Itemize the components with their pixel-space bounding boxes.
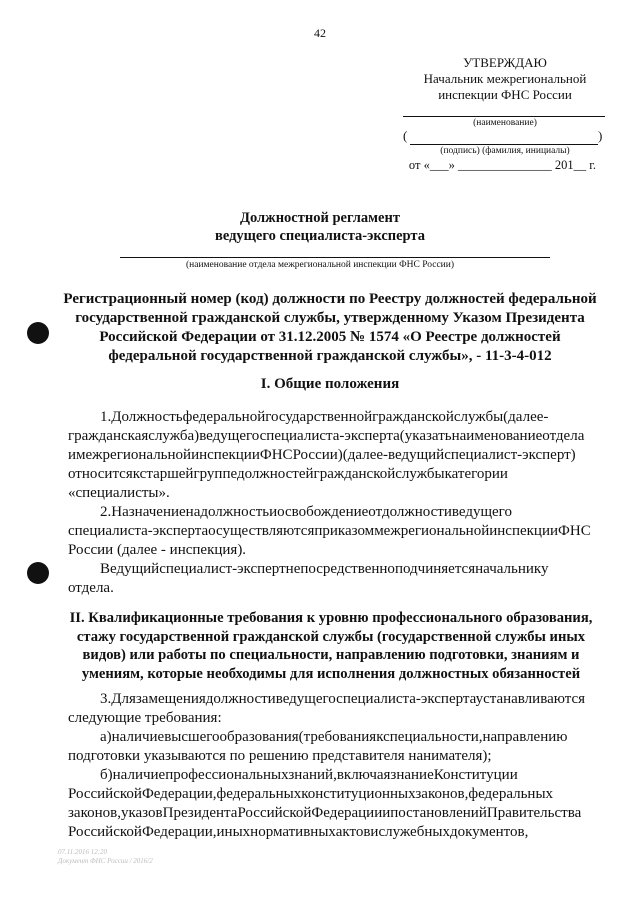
word: Федерации <box>311 805 383 821</box>
word: специалист-эксперт <box>159 561 286 577</box>
footer-line: Документ ФНС России / 2016/2 <box>58 857 153 865</box>
text-line <box>68 446 606 465</box>
approval-signature-caption: (подпись) (фамилия, инициалы) <box>440 146 570 156</box>
section1-paragraph-2 <box>68 503 606 560</box>
doc-title-line2: ведущего специалиста-эксперта <box>215 228 425 244</box>
dept-caption: (наименование отдела межрегиональной инспекции ФНС России) <box>185 260 455 270</box>
word: Должность <box>111 409 183 425</box>
word: устанавливаются <box>475 691 586 707</box>
section1-title: I. Общие положения <box>260 376 400 392</box>
word: а) <box>100 729 112 745</box>
word: Российской <box>237 805 312 821</box>
section2-paragraph-3 <box>68 690 606 728</box>
text-line <box>68 408 606 427</box>
section2-title-line: стажу государственной гражданской службы (государственной службы иных <box>76 628 586 645</box>
text-line: следующие требования: <box>68 710 222 726</box>
registration-line: Регистрационный номер (код) должности по Реестру должностей федеральной <box>63 291 597 307</box>
section1-paragraph-3 <box>68 560 606 598</box>
word: Конституции <box>433 767 518 783</box>
word: нормативных <box>250 824 336 840</box>
word: Назначение <box>111 504 186 520</box>
word: высшего <box>164 729 220 745</box>
text-line: России (далее - инспекция). <box>68 542 247 558</box>
word: специалиста-эксперта <box>336 691 476 707</box>
section2-title <box>60 609 602 683</box>
word: подчиняется <box>394 561 476 577</box>
word: категории <box>444 466 508 482</box>
word: Президента <box>162 805 238 821</box>
word: служебных <box>378 824 450 840</box>
word: к <box>132 466 140 482</box>
page-number: 42 <box>314 26 326 40</box>
text-line <box>68 560 606 579</box>
word: - <box>383 447 389 463</box>
word: 3. <box>100 691 112 707</box>
word: должности <box>205 691 276 707</box>
word: указов <box>120 805 163 821</box>
word: ведущего <box>275 691 337 707</box>
word: Федерации, <box>141 824 217 840</box>
section1-paragraph-1 <box>68 408 606 503</box>
approval-position-line2: инспекции ФНС России <box>438 87 572 102</box>
approval-block <box>400 55 610 103</box>
word: освобождение <box>277 504 369 520</box>
word: наличие <box>111 729 165 745</box>
word: знание <box>390 767 434 783</box>
word: специалист-эксперт) <box>444 447 576 463</box>
word: (требования <box>298 729 377 745</box>
word: Российской <box>68 824 142 840</box>
word: службы <box>395 466 445 482</box>
text-line <box>68 690 606 709</box>
paren-open: ( <box>403 128 408 143</box>
word: осуществляются <box>208 523 315 539</box>
word: образования <box>219 729 299 745</box>
word: иных <box>216 824 251 840</box>
section2-title-line: II. Квалификационные требования к уровню профессионального образования, <box>69 610 593 626</box>
word: должность <box>200 504 270 520</box>
text-line: «специалисты». <box>68 485 170 501</box>
punch-hole <box>27 562 49 584</box>
registration-line: государственной гражданской службы, утвержденному Указом Президента <box>75 310 585 326</box>
word: федеральных <box>216 786 302 802</box>
word: приказом <box>314 523 375 539</box>
word: ведущего <box>199 428 260 444</box>
word: наименование <box>451 428 543 444</box>
word: межрегиональной <box>374 523 490 539</box>
registration-block <box>60 290 600 366</box>
word: наличие <box>112 767 166 783</box>
word: документов, <box>449 824 529 840</box>
word: отдела <box>542 428 585 444</box>
word: (далее <box>503 409 544 425</box>
text-line <box>68 522 606 541</box>
registration-line: федеральной государственной гражданской службы», - 11-3-4-012 <box>108 348 552 364</box>
word: инспекции <box>489 523 559 539</box>
word: инспекции <box>191 447 260 463</box>
word: конституционных <box>301 786 416 802</box>
word: должности <box>381 504 452 520</box>
word: Правительства <box>486 805 582 821</box>
word: ФНС <box>558 523 591 539</box>
text-line: подготовки указываются по решению представителя нанимателя); <box>68 748 492 764</box>
punch-hole <box>27 322 49 344</box>
word: службы <box>453 409 504 425</box>
word: гражданской <box>372 409 454 425</box>
word: относится <box>68 466 133 482</box>
word: специальности, <box>383 729 483 745</box>
word: замещения <box>135 691 206 707</box>
section2-title-line: умениям, которые необходимы для исполнения должностных обязанностей <box>81 665 581 682</box>
word: федеральной <box>182 409 266 425</box>
word: Российской <box>68 786 142 802</box>
approval-name-line <box>403 116 605 117</box>
word: законов, <box>415 786 469 802</box>
word: законов, <box>68 805 121 821</box>
word: специалиста-эксперта <box>259 428 400 444</box>
word: непосредственно <box>285 561 395 577</box>
word: ведущий <box>388 447 445 463</box>
text-line <box>68 785 606 804</box>
word: (далее <box>342 447 384 463</box>
word: б) <box>100 767 113 783</box>
word: (указать <box>399 428 452 444</box>
word: гражданской <box>313 466 396 482</box>
word: и <box>370 824 379 840</box>
word: ведущего <box>451 504 512 520</box>
word: включая <box>336 767 391 783</box>
footer-line: 07.11.2016 12:20 <box>58 848 108 856</box>
word: 2. <box>100 504 112 520</box>
word: - <box>543 409 549 425</box>
word: направлению <box>482 729 568 745</box>
word: служба) <box>148 428 200 444</box>
word: и <box>382 805 391 821</box>
word: Для <box>111 691 136 707</box>
word: начальнику <box>475 561 549 577</box>
text-line <box>68 804 606 823</box>
word: государственной <box>265 409 373 425</box>
section2-title-line: видов) или работы по специальности, направлению подготовки, знаниям и <box>82 647 580 664</box>
word: Федерации, <box>141 786 217 802</box>
approval-date-line: от «___» _______________ 201__ г. <box>408 158 597 172</box>
text-line <box>68 823 606 842</box>
word: специалиста-эксперта <box>68 523 209 539</box>
footer-stamp <box>58 848 153 866</box>
word: профессиональных <box>165 767 289 783</box>
paren-close: ) <box>598 128 603 143</box>
text-line <box>68 427 606 446</box>
word: актов <box>335 824 371 840</box>
text-line <box>68 766 606 785</box>
word: и <box>269 504 278 520</box>
text-line <box>68 465 606 484</box>
word: и <box>68 447 77 463</box>
approval-name-caption: (наименование) <box>473 118 537 128</box>
section2-item-a <box>68 728 606 766</box>
word: 1. <box>100 409 112 425</box>
dept-line <box>120 257 550 258</box>
registration-line: Российской Федерации от 31.12.2005 № 1574 «О Реестре должностей <box>99 329 561 345</box>
approval-title: УТВЕРЖДАЮ <box>463 55 547 70</box>
word: знаний, <box>288 767 337 783</box>
word: к <box>376 729 384 745</box>
word: федеральных <box>468 786 554 802</box>
word: группе <box>193 466 237 482</box>
word: должностей <box>236 466 314 482</box>
section2-item-b <box>68 766 606 842</box>
approval-position-line1: Начальник межрегиональной <box>423 71 587 86</box>
word: гражданская <box>68 428 149 444</box>
text-line: отдела. <box>68 580 114 596</box>
text-line <box>68 503 606 522</box>
word: ФНС <box>259 447 293 463</box>
word: старшей <box>139 466 194 482</box>
word: постановлений <box>390 805 487 821</box>
word: на <box>185 504 201 520</box>
text-line <box>68 728 606 747</box>
doc-title-line1: Должностной регламент <box>240 210 400 226</box>
word: России) <box>292 447 343 463</box>
approval-signature-line <box>410 144 598 145</box>
word: от <box>368 504 382 520</box>
word: Ведущий <box>100 561 160 577</box>
word: межрегиональной <box>76 447 192 463</box>
